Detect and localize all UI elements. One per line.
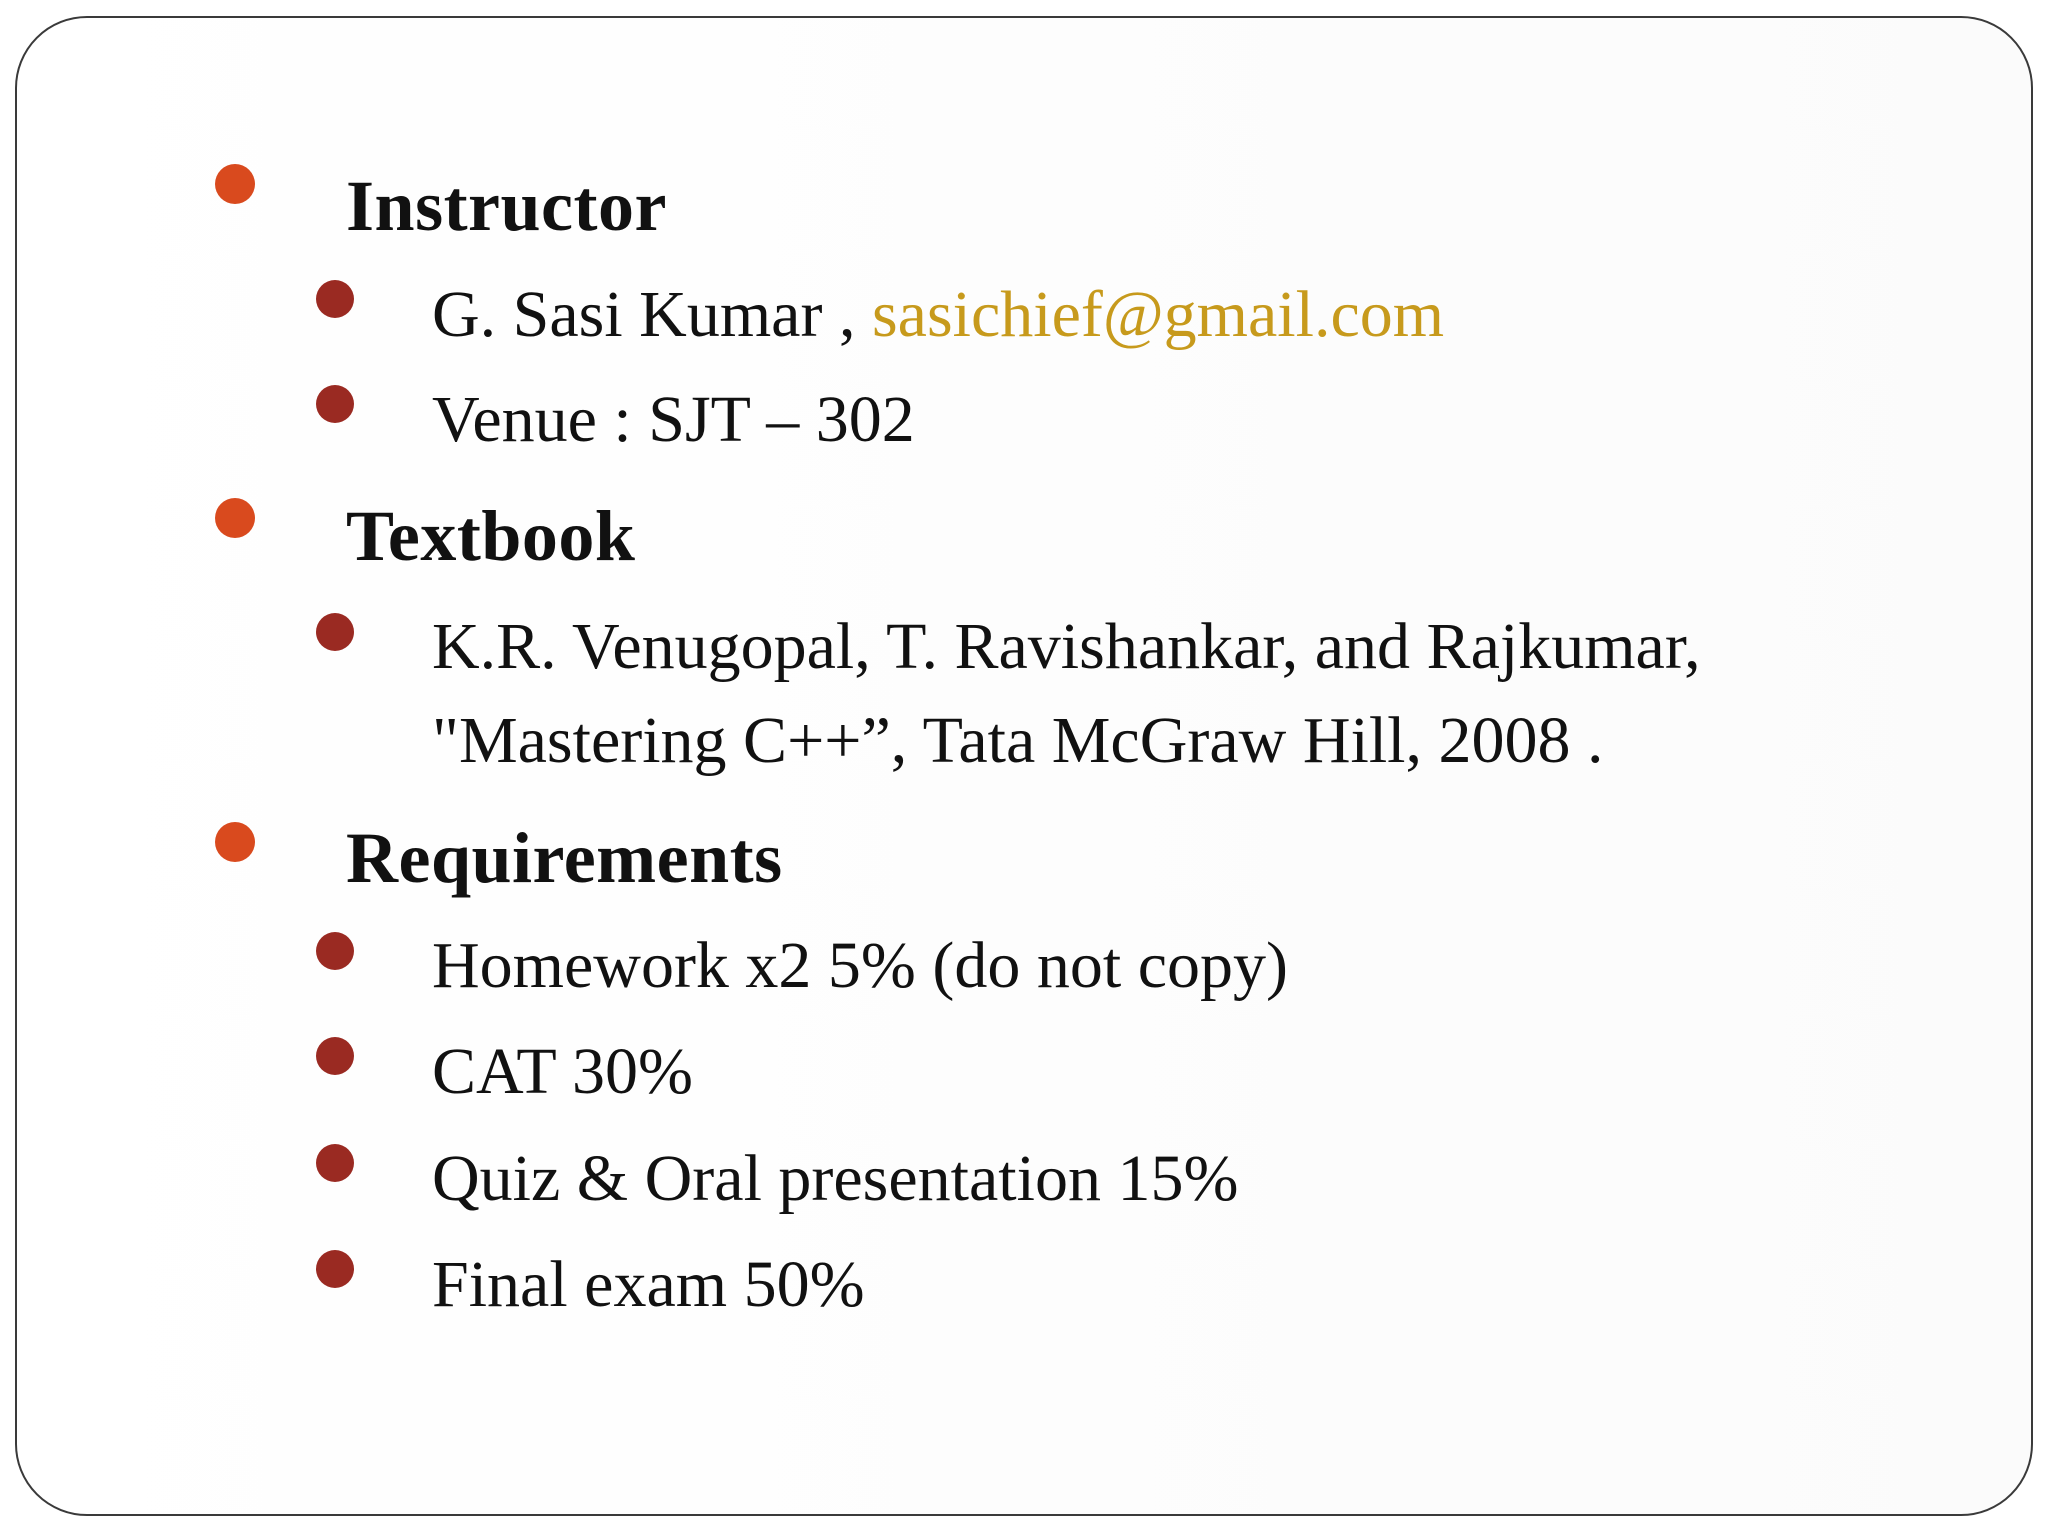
instructor-name: G. Sasi Kumar , (432, 278, 856, 351)
heading-requirements: Requirements (346, 818, 783, 898)
heading-instructor: Instructor (346, 166, 667, 246)
venue-text: Venue : SJT – 302 (432, 383, 915, 456)
textbook-line-1: K.R. Venugopal, T. Ravishankar, and Rajkumar, (432, 610, 1701, 683)
bullet-final-exam (316, 1250, 354, 1288)
requirement-cat: CAT 30% (432, 1035, 693, 1108)
bullet-cat (316, 1037, 354, 1075)
bullet-textbook-entry (316, 613, 354, 651)
requirement-homework: Homework x2 5% (do not copy) (432, 929, 1289, 1002)
requirement-final-exam: Final exam 50% (432, 1248, 865, 1321)
bullet-venue (316, 385, 354, 423)
instructor-line (432, 278, 1445, 351)
requirement-quiz: Quiz & Oral presentation 15% (432, 1142, 1239, 1215)
bullet-textbook (215, 498, 255, 538)
bullet-quiz (316, 1144, 354, 1182)
bullet-instructor (215, 164, 255, 204)
instructor-email-link[interactable]: sasichief@gmail.com (871, 278, 1445, 351)
textbook-line-2: "Mastering C++”, Tata McGraw Hill, 2008 . (432, 704, 1604, 777)
bullet-requirements (215, 822, 255, 862)
bullet-instructor-name (316, 280, 354, 318)
heading-textbook: Textbook (346, 496, 636, 576)
bullet-homework (316, 932, 354, 970)
